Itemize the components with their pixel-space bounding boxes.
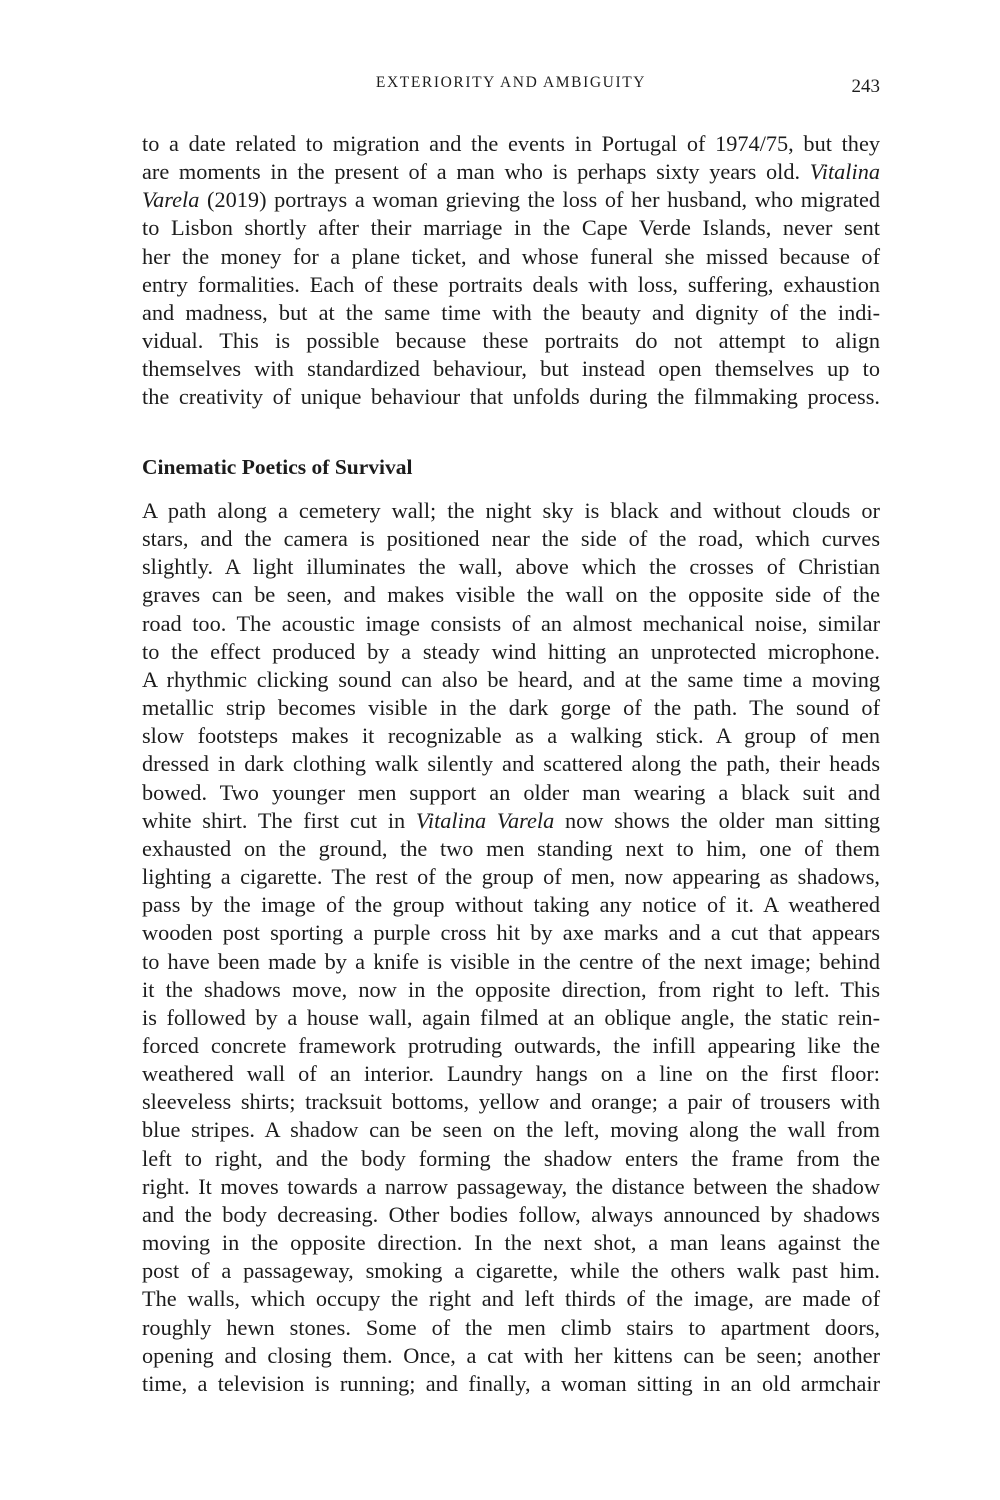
text-line: it the shadows move, now in the opposite direction, from right to left. This: [142, 976, 880, 1002]
section-heading: Cinematic Poetics of Survival: [142, 455, 413, 479]
page-number: 243: [851, 76, 880, 97]
text-line: roughly hewn stones. Some of the men climb stairs to apartment doors,: [142, 1314, 880, 1340]
text-line: pass by the image of the group without taking any notice of it. A weathered: [142, 892, 880, 918]
text-line: time, a television is running; and finally, a woman sitting in an old armchair: [142, 1370, 880, 1396]
text-line: slightly. A light illuminates the wall, above which the crosses of Christian: [142, 554, 880, 580]
text-line: blue stripes. A shadow can be seen on the left, moving along the wall from: [142, 1117, 880, 1143]
text-line: right. It moves towards a narrow passageway, the distance between the shadow: [142, 1173, 880, 1199]
text-line: her the money for a plane ticket, and whose funeral she missed because of: [142, 243, 880, 269]
text-line: exhausted on the ground, the two men standing next to him, one of them: [142, 835, 880, 861]
text-line: lighting a cigarette. The rest of the group of men, now appearing as shadows,: [142, 864, 880, 890]
text-line: opening and closing them. Once, a cat with her kittens can be seen; another: [142, 1342, 880, 1368]
text-line: A rhythmic clicking sound can also be heard, and at the same time a moving: [142, 666, 880, 692]
text-line: dressed in dark clothing walk silently and scattered along the path, their heads: [142, 751, 880, 777]
text-line: and madness, but at the same time with the beauty and dignity of the indi-: [142, 299, 880, 325]
text-line: [142, 158, 880, 186]
text-line: post of a passageway, smoking a cigarette, while the others walk past him.: [142, 1258, 880, 1284]
text-line: [142, 186, 880, 214]
text-run: now shows the older man sitting: [564, 807, 880, 833]
text-line: the creativity of unique behaviour that unfolds during the filmmaking process.: [142, 384, 880, 410]
text-line: wooden post sporting a purple cross hit by axe marks and a cut that appears: [142, 920, 880, 946]
text-line: metallic strip becomes visible in the dark gorge of the path. The sound of: [142, 695, 880, 721]
text-line: [142, 807, 880, 835]
text-line: road too. The acoustic image consists of an almost mechanical noise, similar: [142, 610, 880, 636]
text-line: forced concrete framework protruding outwards, the infill appearing like the: [142, 1032, 880, 1058]
text-line: to the effect produced by a steady wind hitting an unprotected microphone.: [142, 638, 880, 664]
text-line: weathered wall of an interior. Laundry hangs on a line on the first floor:: [142, 1061, 880, 1087]
text-line: to have been made by a knife is visible in the centre of the next image; behind: [142, 948, 880, 974]
text-line: is followed by a house wall, again filmed at an oblique angle, the static rein-: [142, 1004, 880, 1030]
text-line: vidual. This is possible because these portraits do not attempt to align: [142, 328, 880, 354]
running-head: [142, 74, 880, 98]
text-line: left to right, and the body forming the shadow enters the frame from the: [142, 1145, 880, 1171]
text-line: and the body decreasing. Other bodies follow, always announced by shadows: [142, 1201, 880, 1227]
text-line: entry formalities. Each of these portraits deals with loss, suffering, exhaustion: [142, 271, 880, 297]
film-title: Vitalina Varela: [415, 807, 555, 833]
text-line: sleeveless shirts; tracksuit bottoms, yellow and orange; a pair of trousers with: [142, 1089, 880, 1115]
book-page: [142, 0, 880, 1500]
body-paragraph: [142, 497, 880, 1398]
text-line: A path along a cemetery wall; the night sky is black and without clouds or: [142, 498, 880, 523]
film-title: Vitalina: [809, 159, 880, 185]
text-line: graves can be seen, and makes visible the wall on the opposite side of the: [142, 582, 880, 608]
text-line: slow footsteps makes it recognizable as a walking stick. A group of men: [142, 723, 880, 749]
text-line: moving in the opposite direction. In the next shot, a man leans against the: [142, 1230, 880, 1256]
intro-paragraph: [142, 130, 880, 412]
text-run: are moments in the present of a man who is perhaps sixty years old.: [142, 159, 801, 185]
text-line: to Lisbon shortly after their marriage in the Cape Verde Islands, never sent: [142, 215, 880, 241]
running-title: EXTERIORITY AND AMBIGUITY: [375, 74, 647, 91]
film-title: Varela: [142, 187, 200, 213]
text-run: white shirt. The first cut in: [142, 807, 406, 833]
text-run: (2019) portrays a woman grieving the loss of her husband, who migrated: [207, 187, 881, 213]
text-line: themselves with standardized behaviour, but instead open themselves up to: [142, 356, 880, 382]
text-line: to a date related to migration and the events in Portugal of 1974/75, but they: [142, 131, 880, 156]
text-line: The walls, which occupy the right and left thirds of the image, are made of: [142, 1286, 880, 1312]
text-line: bowed. Two younger men support an older man wearing a black suit and: [142, 779, 880, 805]
text-line: stars, and the camera is positioned near the side of the road, which curves: [142, 526, 880, 552]
